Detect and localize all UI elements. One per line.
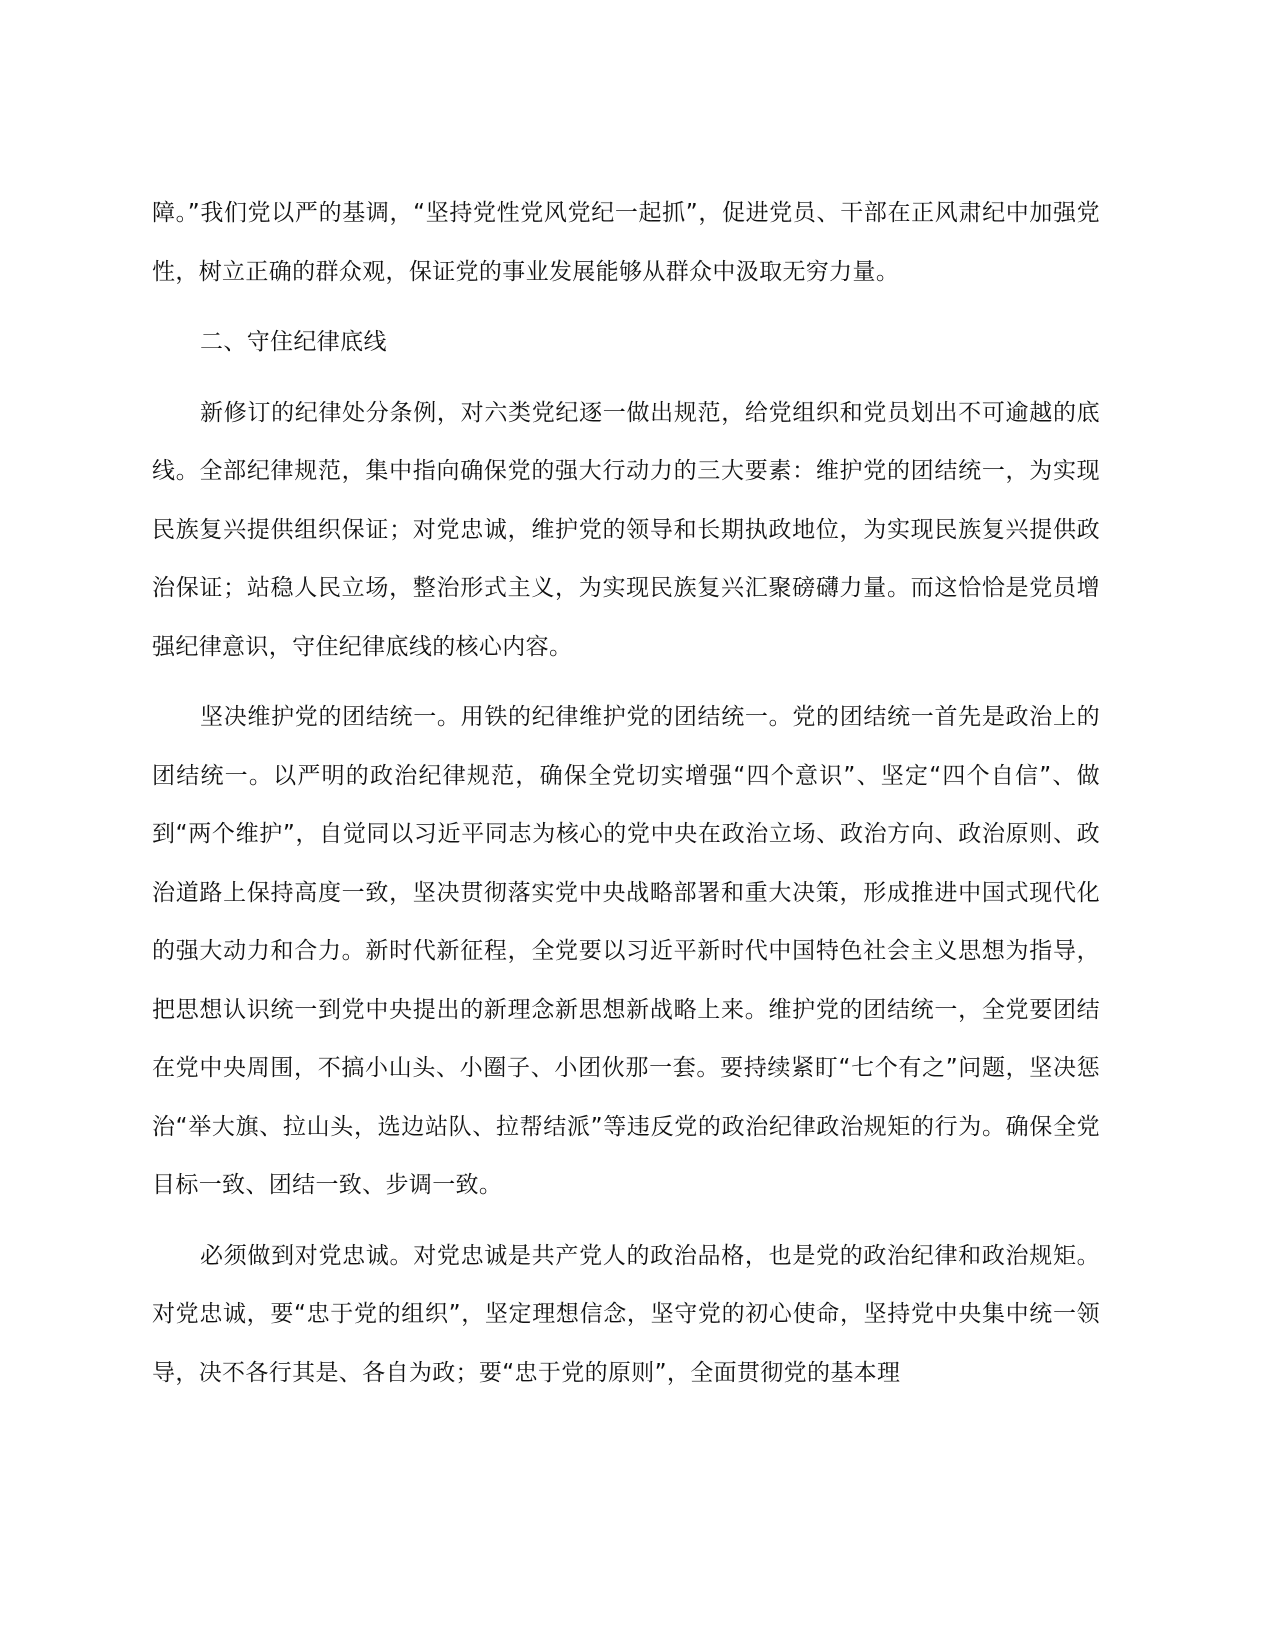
paragraph-discipline-regulations: 新修订的纪律处分条例，对六类党纪逐一做出规范，给党组织和党员划出不可逾越的底线。全部纪律规范，集中指向确保党的强大行动力的三大要素：维护党的团结统一，为实现民族复兴提供组织保证；对党忠诚，维护党的领导和长期执政地位，为实现民族复兴提供政治保证；站稳人民立场，整治形式主义，为实现民族复兴汇聚磅礴力量。而这恰恰是党员增强纪律意识，守住纪律底线的核心内容。 xyxy=(152,399,1100,660)
section-heading: 二、守住纪律底线 xyxy=(200,329,387,355)
paragraph-party-loyalty: 必须做到对党忠诚。对党忠诚是共产党人的政治品格，也是党的政治纪律和政治规矩。对党忠诚，要“忠于党的组织”，坚定理想信念，坚守党的初心使命，坚持党中央集中统一领导，决不各行其是、各自为政；要“忠于党的原则”，全面贯彻党的基本理 xyxy=(152,1242,1100,1386)
paragraph-party-unity: 坚决维护党的团结统一。用铁的纪律维护党的团结统一。党的团结统一首先是政治上的团结统一。以严明的政治纪律规范，确保全党切实增强“四个意识”、坚定“四个自信”、做到“两个维护”，自觉同以习近平同志为核心的党中央在政治立场、政治方向、政治原则、政治道路上保持高度一致，坚决贯彻落实党中央战略部署和重大决策，形成推进中国式现代化的强大动力和合力。新时代新征程，全党要以习近平新时代中国特色社会主义思想为指导，把思想认识统一到党中央提出的新理念新思想新战略上来。维护党的团结统一，全党要团结在党中央周围，不搞小山头、小圈子、小团伙那一套。要持续紧盯“七个有之”问题，坚决惩治“举大旗、拉山头，选边站队、拉帮结派”等违反党的政治纪律政治规矩的行为。确保全党目标一致、团结一致、步调一致。 xyxy=(152,704,1100,1198)
paragraph-continuation: 障。”我们党以严的基调，“坚持党性党风党纪一起抓”，促进党员、干部在正风肃纪中加强党性，树立正确的群众观，保证党的事业发展能够从群众中汲取无穷力量。 xyxy=(152,200,1100,285)
document-body xyxy=(152,184,1100,1414)
